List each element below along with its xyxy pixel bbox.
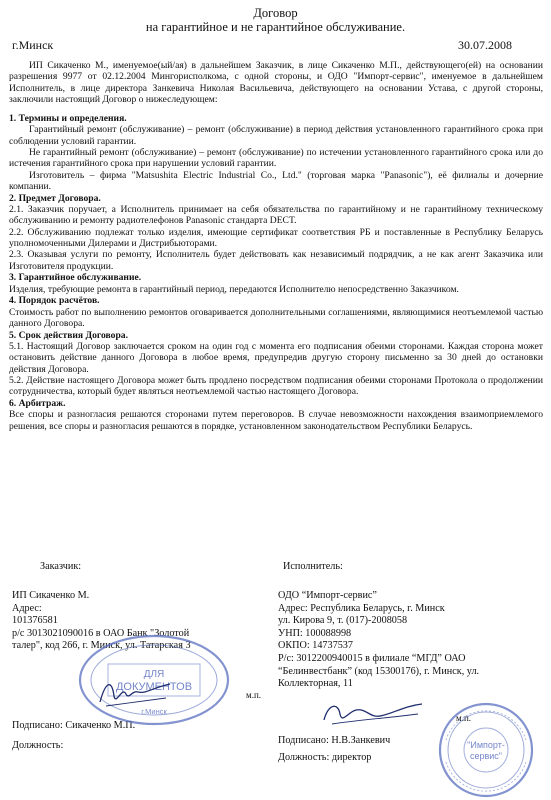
contractor-address: Адрес: Республика Беларусь, г. Минск [278,602,445,614]
section-title: 4. Порядок расчётов. [9,295,100,307]
contractor-mp: м.п. [456,713,472,723]
contractor-signature [318,694,428,730]
customer-mp: м.п. [246,690,262,700]
customer-unp: 101376581 [12,615,58,627]
contractor-stamp-line2: сервис" [469,751,503,761]
contractor-name: ОДО “Импорт-сервис” [278,590,377,601]
paragraph: Не гарантийный ремонт (обслуживание) – ремонт (обслуживание) по истечении установленного гарантийного срока или до истечения гарантийного срока при нарушении условий гарантии. [9,147,543,170]
paragraph: 2.1. Заказчик поручает, а Исполнитель принимает на себя обязательства по гарантийному и не гарантийному техническому обслуживанию и ремонту радиотелефонов Panasonic стандарта DECT. [9,204,543,227]
contractor-stamp-seal [428,700,544,798]
customer-bank-line2: талер", код 266, г. Минск, ул. Татарская 3 [12,640,191,652]
paragraph: 2.3. Оказывая услуги по ремонту, Исполнитель будет действовать как независимый подрядчик, а не как агент Заказчика или Изготовителя продукции. [9,249,543,272]
customer-stamp-line1: ДЛЯ [143,669,165,680]
contractor-unp: УНП: 100088998 [278,627,352,639]
section-title: 2. Предмет Договора. [9,192,101,204]
document-title: Договор [253,6,298,20]
document-subtitle: на гарантийное и не гарантийное обслуживание. [145,20,406,34]
date: 30.07.2008 [458,38,512,52]
contractor-bank-line1: Р/с: 3012200940015 в филиале “МГД” ОАО [278,652,466,664]
contractor-block [278,590,479,691]
contract-body [9,60,543,432]
paragraph: Изготовитель – фирма "Matsushita Electric Industrial Co., Ltd." (торговая марка "Panasonic"), её филиалы и дочерние компании. [9,169,543,192]
customer-position: Должность: [12,740,64,751]
customer-signed: Подписано: Сикаченко М.П. [12,720,136,731]
paragraph: 5.1. Настоящий Договор заключается сроком на один год с момента его подписания обеими сторонами. Каждая сторона может остановить действие данного Договора в любое время, предупредив другую сторону письменно за 30 дней до остановки действия Договора. [9,341,543,375]
section-title: 5. Срок действия Договора. [9,329,129,341]
city: г.Минск [12,38,54,52]
customer-stamp-city: г.Минск [141,707,167,716]
paragraph: Изделия, требующие ремонта в гарантийный период, передаются Исполнителю непосредственно Заказчиком. [9,283,459,295]
customer-name: ИП Сикаченко М. [12,590,90,601]
paragraph: Гарантийный ремонт (обслуживание) – ремонт (обслуживание) в период действия установленного гарантийного срока при соблюдении условий гарантии. [9,124,543,147]
paragraph: Стоимость работ по выполнению ремонтов оговаривается дополнительными соглашениями, являющимися неотъемлемой частью данного Договора. [9,306,543,330]
contractor-stamp-line1: "Импорт- [467,740,505,750]
contractor-street: ул. Кирова 9, т. (017)-2008058 [278,615,408,627]
contractor-bank-line3: Коллекторная, 11 [278,678,353,690]
customer-heading: Заказчик: [40,561,82,572]
paragraph: 2.2. Обслуживанию подлежат только изделия, имеющие сертификат соответствия РБ и поставленные в Республику Беларусь уполномоченными Дилерами и Дистрибьюторами. [9,226,543,249]
customer-address-label: Адрес: [12,602,42,614]
contractor-position: Должность: директор [278,752,372,763]
contractor-signed: Подписано: Н.В.Занкевич [278,735,391,746]
section-title: 3. Гарантийное обслуживание. [9,272,142,284]
customer-bank-line1: р/с 3013021090016 в ОАО Банк "Золотой [12,627,190,639]
section-title: 6. Арбитраж. [9,398,66,410]
section-title: 1. Термины и определения. [9,113,127,125]
customer-stamp-line2: ДОКУМЕНТОВ [115,681,193,693]
customer-signature [96,672,176,712]
paragraph: 5.2. Действие настоящего Договора может быть продлено посредством подписания обеими сторонами Протокола о продолжении сотрудничества, который будет являться неотъемлемой частью настоящего Договора. [9,375,543,398]
paragraph: Все споры и разногласия решаются сторонами путем переговоров. В случае невозможности нахождения взаимоприемлемого решения, все споры и разногласия решаются в порядке, установленном законодательством Республики Беларусь. [9,409,543,432]
contractor-okpo: ОКПО: 14737537 [278,640,353,652]
preamble: ИП Сикаченко М., именуемое(ый/ая) в дальнейшем Заказчик, в лице Сикаченко М.П., действующего(ей) на основании разрешения 9977 от 02.12.2004 Мингорисполкома, с одной стороны, и ОДО "Импорт-сервис", именуемое в дальнейшем Исполнитель, в лице директора Занкевича Николая Васильевича, действующего на основании Устава, с другой стороны, заключили настоящий Договор о нижеследующем: [9,60,543,105]
contractor-heading: Исполнитель: [283,561,343,572]
contractor-bank-line2: “Белинвестбанк” (код 15300176), г. Минск, ул. [278,665,480,677]
